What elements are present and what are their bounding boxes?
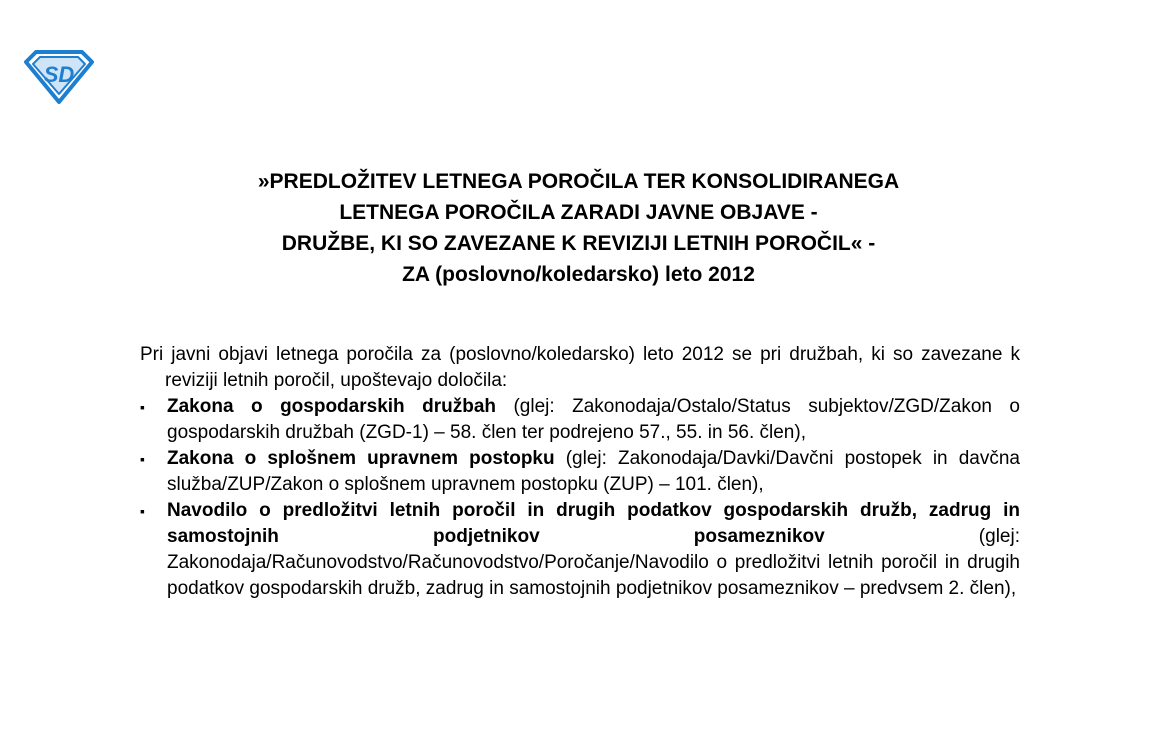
logo-text: SD: [43, 62, 75, 87]
law-reference: (glej: Zakonodaja/Davki/Davčni postopek in davčna služba/ZUP/Zakon o splošnem upravnem postopku (ZUP) – 101. člen),: [167, 448, 1021, 495]
bullet-icon: ▪: [140, 399, 145, 415]
law-reference: (glej: Zakonodaja/Ostalo/Status subjektov/ZGD/Zakon o gospodarskih družbah (ZGD-1) – 58. člen ter podrejeno 57., 55. in 56. člen),: [167, 396, 1020, 443]
intro-paragraph: Pri javni objavi letnega poročila za (poslovno/koledarsko) leto 2012 se pri družbah, ki so zavezane k reviziji letnih poročil, upoštevajo določila:: [140, 344, 1020, 391]
title-line-2: LETNEGA POROČILA ZARADI JAVNE OBJAVE -: [339, 201, 818, 224]
title-line-1: »PREDLOŽITEV LETNEGA POROČILA TER KONSOLIDIRANEGA: [257, 170, 900, 193]
bullet-icon: ▪: [140, 451, 145, 467]
bullet-icon: ▪: [140, 503, 145, 519]
law-reference: (glej: Zakonodaja/Računovodstvo/Računovodstvo/Poročanje/Navodilo o predložitvi letnih poročil in drugih podatkov gospodarskih družb, zadrug in samostojnih podjetnikov posameznikov – predvsem 2. člen),: [167, 526, 1020, 599]
document-body: [140, 342, 1020, 602]
provisions-list: [140, 394, 1020, 602]
shield-logo-icon: [22, 48, 96, 104]
list-item: [140, 498, 1020, 602]
title-line-3: DRUŽBE, KI SO ZAVEZANE K REVIZIJI LETNIH POROČIL« -: [281, 232, 876, 255]
law-name: Navodilo o predložitvi letnih poročil in drugih podatkov gospodarskih družb, zadrug in samostojnih podjetnikov posameznikov: [167, 500, 1020, 547]
document-title: [0, 166, 1157, 290]
list-item: [140, 394, 1020, 446]
law-name: Zakona o gospodarskih družbah: [167, 396, 496, 417]
law-name: Zakona o splošnem upravnem postopku: [167, 448, 555, 469]
company-logo: [22, 48, 96, 104]
title-line-4: ZA (poslovno/koledarsko) leto 2012: [402, 263, 755, 286]
list-item: [140, 446, 1020, 498]
